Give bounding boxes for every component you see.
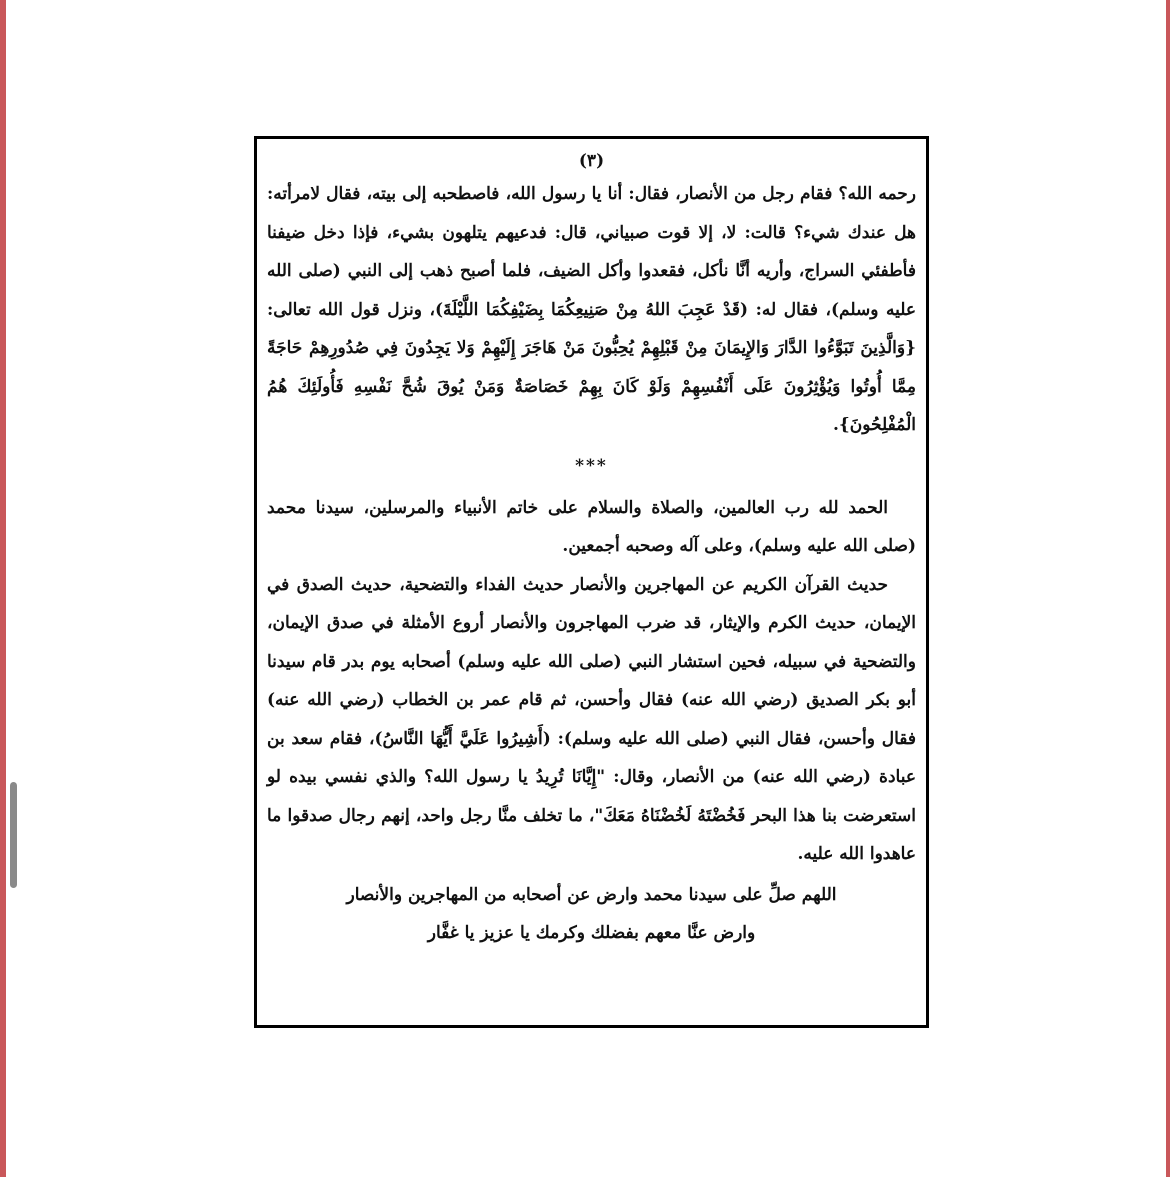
prayer-line-1: اللهم صلِّ على سيدنا محمد وارض عن أصحابه من المهاجرين والأنصار bbox=[346, 884, 837, 905]
page-number: (٣) bbox=[578, 151, 605, 171]
section-separator: *** bbox=[575, 455, 608, 476]
page-content bbox=[267, 149, 916, 954]
paragraph-praise: الحمد لله رب العالمين، والصلاة والسلام على خاتم الأنبياء والمرسلين، سيدنا محمد (صلى الله عليه وسلم)، وعلى آله وصحبه أجمعين. bbox=[267, 497, 916, 556]
paragraph-ansar-hospitality: رحمه الله؟ فقام رجل من الأنصار، فقال: أنا يا رسول الله، فاصطحبه إلى بيته، فقال لامرأته: هل عندك شيء؟ قالت: لا، إلا قوت صبياني، قال: فدعيهم يتلهون بشيء، فإذا دخل ضيفنا فأطفئي السراج، وأريه أنَّا نأكل، فقعدوا وأكل الضيف، فلما أصبح ذهب إلى النبي (صلى الله عليه وسلم)، فقال له: (قَدْ عَجِبَ اللهُ مِنْ صَنِيعِكُمَا بِضَيْفِكُمَا اللَّيْلَةَ)، ونزل قول الله تعالى: {وَالَّذِينَ تَبَوَّءُوا الدَّارَ وَالإِيمَانَ مِنْ قَبْلِهِمْ يُحِبُّونَ مَنْ هَاجَرَ إِلَيْهِمْ وَلا يَجِدُونَ فِي صُدُورِهِمْ حَاجَةً مِمَّا أُوتُوا وَيُؤْثِرُونَ عَلَى أَنْفُسِهِمْ وَلَوْ كَانَ بِهِمْ خَصَاصَةٌ وَمَنْ يُوقَ شُحَّ نَفْسِهِ فَأُولَئِكَ هُمُ الْمُفْلِحُونَ}. bbox=[267, 184, 916, 435]
page-frame bbox=[254, 136, 929, 1028]
right-edge-bar bbox=[1166, 0, 1170, 1177]
scrollbar-thumb[interactable] bbox=[10, 782, 17, 888]
paragraph-muhajirin-ansar: حديث القرآن الكريم عن المهاجرين والأنصار حديث الفداء والتضحية، حديث الصدق في الإيمان، حديث الكرم والإيثار، قد ضرب المهاجرون والأنصار أروع الأمثلة في صدق الإيمان، والتضحية في سبيله، فحين استشار النبي (صلى الله عليه وسلم) أصحابه يوم بدر قام سيدنا أبو بكر الصديق (رضي الله عنه) فقال وأحسن، ثم قام عمر بن الخطاب (رضي الله عنه) فقال وأحسن، فقال النبي (صلى الله عليه وسلم): (أَشِيرُوا عَلَيَّ أَيُّهَا النَّاسُ)، فقام سعد بن عبادة (رضي الله عنه) من الأنصار، وقال: "إِيَّانَا تُرِيدُ يا رسول الله؟ والذي نفسي بيده لو استعرضت بنا هذا البحر فَخُضْتَهُ لَخُضْنَاهُ مَعَكَ"، ما تخلف منَّا رجل واحد، إنهم رجال صدقوا ما عاهدوا الله عليه. bbox=[267, 574, 916, 864]
prayer-line-2: وارض عنَّا معهم بفضلك وكرمك يا عزيز يا غفَّار bbox=[427, 922, 756, 943]
left-edge-bar bbox=[0, 0, 6, 1177]
